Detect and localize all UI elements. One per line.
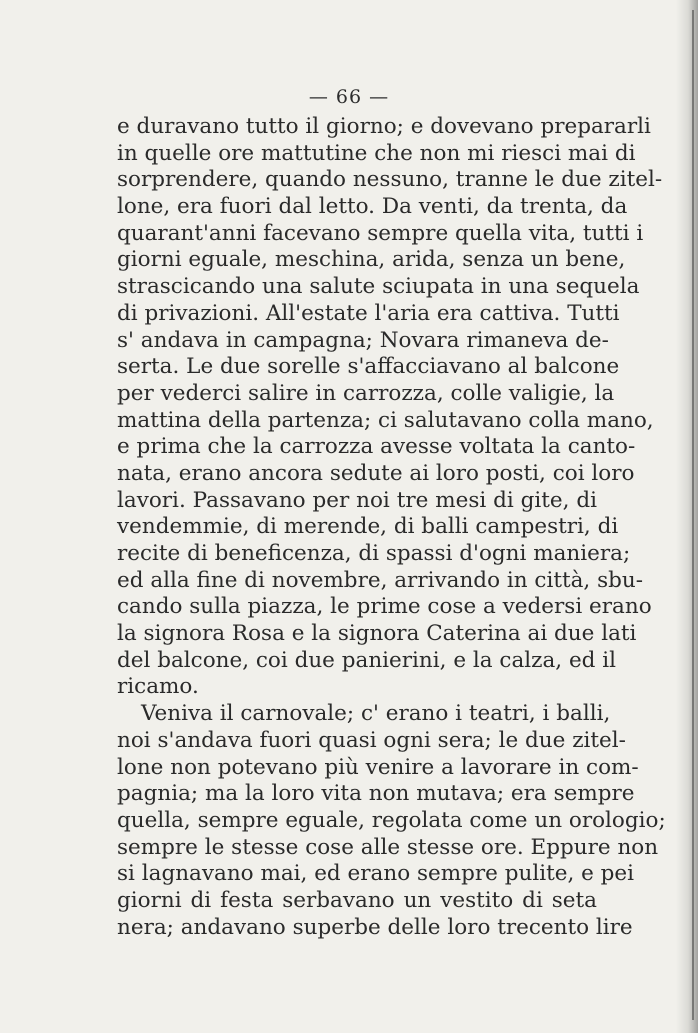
text-line: recite di beneficenza, di spassi d'ogni maniera;	[117, 541, 631, 566]
text-line: di privazioni. All'estate l'aria era cattiva. Tutti	[117, 300, 620, 326]
text-line: mattina della partenza; ci salutavano colla mano,	[117, 407, 654, 433]
page-binding-line	[692, 10, 694, 1020]
text-line: del balcone, coi due panierini, e la calza, ed il	[117, 647, 617, 673]
page-edge-shadow	[676, 0, 698, 1033]
paragraph-1	[117, 114, 663, 701]
text-line: cando sulla piazza, le prime cose a vedersi erano	[117, 594, 652, 620]
text-line: in quelle ore mattutine che non mi riesci mai di	[117, 140, 636, 166]
text-line: noi s'andava fuori quasi ogni sera; le due zitel-	[117, 727, 626, 753]
text-line: sorprendere, quando nessuno, tranne le due zitel-	[117, 167, 663, 193]
text-line: Veniva il carnovale; c' erano i teatri, i balli,	[141, 701, 611, 727]
text-line: serta. Le due sorelle s'affacciavano al balcone	[117, 354, 620, 380]
text-line: la signora Rosa e la signora Caterina ai due lati	[117, 621, 637, 647]
text-line: ed alla fine di novembre, arrivando in città, sbu-	[117, 567, 643, 593]
text-line: nata, erano ancora sedute ai loro posti, coi loro	[117, 460, 635, 486]
text-line: strascicando una salute sciupata in una sequela	[117, 274, 640, 300]
text-line: lavori. Passavano per noi tre mesi di gite, di	[117, 487, 597, 513]
text-line: si lagnavano mai, ed erano sempre pulite, e pei	[117, 861, 635, 887]
text-line: s' andava in campagna; Novara rimaneva de-	[117, 327, 609, 353]
text-line: sempre le stesse cose alle stesse ore. Eppure non	[117, 834, 659, 860]
text-line: giorni di festa serbavano un vestito di seta	[117, 887, 597, 913]
text-line: per vederci salire in carrozza, colle valigie, la	[117, 380, 615, 406]
text-line: e duravano tutto il giorno; e dovevano prepararli	[117, 114, 651, 139]
text-line: ricamo.	[117, 674, 199, 700]
text-line: lone, era fuori dal letto. Da venti, da trenta, da	[117, 194, 628, 220]
text-line: pagnia; ma la loro vita non mutava; era sempre	[117, 781, 635, 807]
page-number: — 66 —	[308, 86, 390, 108]
text-line: nera; andavano superbe delle loro trecento lire	[117, 914, 633, 940]
body-text	[117, 114, 666, 941]
text-line: quella, sempre eguale, regolata come un orologio;	[117, 807, 666, 833]
text-line: lone non potevano più venire a lavorare in com-	[117, 754, 639, 780]
text-line: e prima che la carrozza avesse voltata la canto-	[117, 434, 636, 460]
paragraph-2	[117, 701, 666, 941]
text-line: vendemmie, di merende, di balli campestri, di	[117, 514, 619, 540]
text-line: quarant'anni facevano sempre quella vita, tutti i	[117, 220, 644, 246]
text-line: giorni eguale, meschina, arida, senza un bene,	[117, 247, 626, 273]
